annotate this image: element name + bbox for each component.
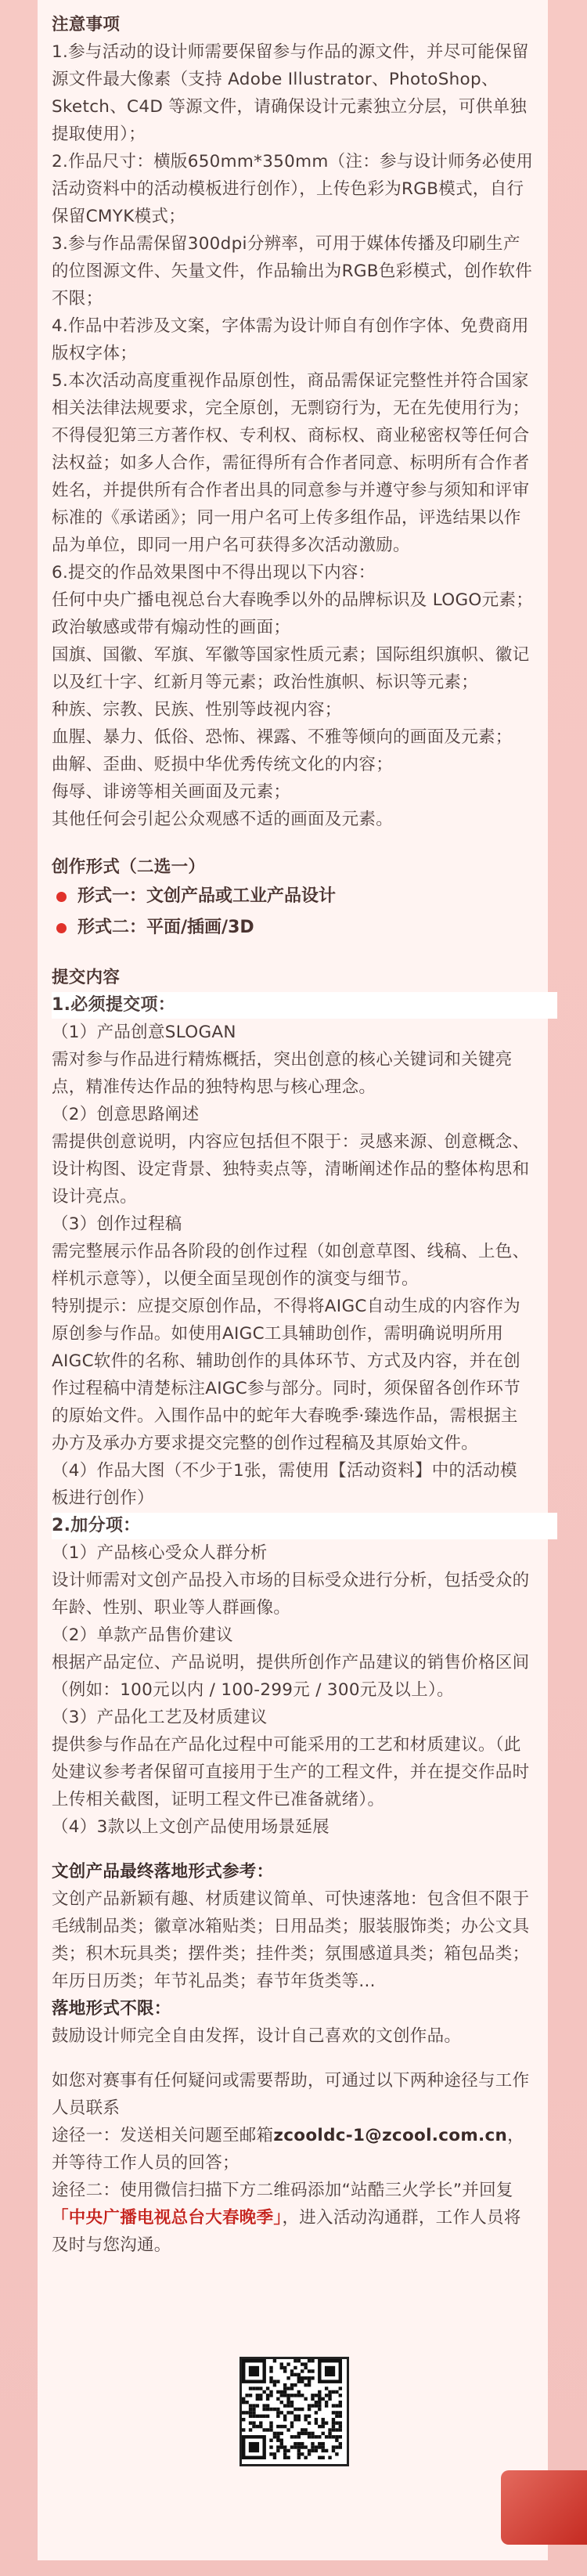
way1-suffix: ，并等待工作人员的回答；	[52, 2126, 524, 2173]
bonus-item: （4）3款以上文创产品使用场景延展	[52, 1817, 330, 1837]
notice-paragraph: 血腥、暴力、低俗、恐怖、裸露、不雅等倾向的画面及元素；	[52, 727, 513, 747]
required-item: 需完整展示作品各阶段的创作过程（如创意草图、线稿、上色、样机示意等），以便全面呈现创作的演变与细节。	[52, 1242, 530, 1289]
notice-paragraph: 2.作品尺寸：横版650mm*350mm（注：参与设计师务必使用活动资料中的活动模板进行创作），上传色彩为RGB模式，自行保留CMYK模式；	[52, 152, 534, 226]
contact-intro: 如您对赛事有任何疑问或需要帮助，可通过以下两种途径与工作人员联系	[52, 2071, 530, 2118]
wechat-qr-code[interactable]	[239, 2357, 349, 2466]
notice-paragraph: 5.本次活动高度重视作品原创性，商品需保证完整性并符合国家相关法律法规要求，完全原创，无剽窃行为，无在先使用行为；不得侵犯第三方著作权、专利权、商标权、商业秘密权等任何合法权益；如多人合作，需征得所有合作者同意、标明所有合作者姓名，并提供所有合作者出具的同意参与并遵守参与须知和评审标准的《承诺函》；同一用户名可上传多组作品，评选结果以作品为单位，即同一用户名可获得多次活动激励。	[52, 371, 530, 555]
notice-paragraph: 其他任何会引起公众观感不适的画面及元素。	[52, 810, 394, 829]
plane-text: 鼓励设计师完全自由发挥，设计自己喜欢的文创作品。	[52, 2026, 462, 2046]
notice-paragraph: 曲解、歪曲、贬损中华优秀传统文化的内容；	[52, 755, 394, 774]
reply-keyword: 「中央广播电视总台大春晚季」	[52, 2208, 283, 2228]
section-title-form: 创作形式（二选一）	[52, 857, 206, 877]
required-item: （2）创意思路阐述	[52, 1105, 200, 1124]
required-item: 需提供创意说明，内容应包括但不限于：灵感来源、创意概念、设计构图、设定背景、独特卖点等，清晰阐述作品的整体构思和设计亮点。	[52, 1132, 530, 1207]
required-item: （4）作品大图（不少于1张，需使用【活动资料】中的活动模板进行创作）	[52, 1461, 517, 1508]
form-option	[52, 881, 534, 912]
bonus-item: （3）产品化工艺及材质建议	[52, 1708, 268, 1727]
required-label: 1.必须提交项：	[52, 992, 557, 1019]
bullet-dot-icon	[56, 892, 67, 902]
required-item: （1）产品创意SLOGAN	[52, 1023, 236, 1042]
qr-code-icon	[242, 2359, 342, 2459]
notice-paragraph: 4.作品中若涉及文案，字体需为设计师自有创作字体、免费商用版权字体；	[52, 316, 529, 363]
notice-section	[52, 11, 534, 833]
reference-text: 文创产品新颖有趣、材质建议简单、可快速落地：包含但不限于毛绒制品类；徽章冰箱贴类；日用品类；服装服饰类；办公文具类；积木玩具类；摆件类；挂件类；氛围感道具类；箱包品类；年历日历类；年节礼品类；春节年货类等...	[52, 1889, 530, 1991]
notice-paragraph: 3.参与作品需保留300dpi分辨率，可用于媒体传播及印刷生产的位图源文件、矢量文件，作品输出为RGB色彩模式，创作软件不限；	[52, 234, 533, 308]
contact-email-link[interactable]: zcooldc-1@zcool.com.cn	[273, 2126, 508, 2145]
notice-paragraph: 1.参与活动的设计师需要保留参与作品的源文件，并尽可能保留源文件最大像素（支持 Adobe Illustrator、PhotoShop、Sketch、C4D 等源文件，请确保设计元素独立分层，可供单独提取使用）；	[52, 42, 529, 144]
plane-title: 落地形式不限：	[52, 1999, 171, 2019]
way2-prefix: 途径二：使用微信扫描下方二维码添加“站酷三火学长”并回复	[52, 2181, 513, 2200]
content-card	[38, 0, 548, 2560]
form-option	[52, 912, 534, 943]
submit-section	[52, 964, 534, 1841]
bonus-item: （1）产品核心受众人群分析	[52, 1543, 268, 1563]
required-item: （3）创作过程稿	[52, 1214, 182, 1234]
bonus-label: 2.加分项：	[52, 1513, 557, 1539]
notice-paragraph: 任何中央广播电视总台大春晚季以外的品牌标识及 LOGO元素；	[52, 590, 534, 610]
notice-paragraph: 政治敏感或带有煽动性的画面；	[52, 618, 291, 637]
required-item: 需对参与作品进行精炼概括，突出创意的核心关键词和关键亮点，精准传达作品的独特构思与核心理念。	[52, 1050, 513, 1097]
bonus-item: 提供参与作品在产品化过程中可能采用的工艺和材质建议。（此处建议参考者保留可直接用于生产的工程文件，并在提交作品时上传相关截图，证明工程文件已准备就绪）。	[52, 1735, 530, 1809]
bonus-item: （2）单款产品售价建议	[52, 1625, 233, 1645]
notice-paragraph: 国旗、国徽、军旗、军徽等国家性质元素；国际组织旗帜、徽记以及红十字、红新月等元素；政治性旗帜、标识等元素；	[52, 645, 530, 692]
section-title-submit: 提交内容	[52, 968, 121, 987]
contact-section	[52, 2067, 534, 2259]
way2-suffix: ，进入活动沟通群，工作人员将及时与您沟通。	[52, 2208, 521, 2255]
section-title-notice: 注意事项	[52, 15, 121, 34]
way1-prefix: 途径一：发送相关问题至邮箱	[52, 2126, 274, 2145]
bonus-item: 根据产品定位、产品说明，提供所创作产品建议的销售价格区间（例如：100元以内 / 100-299元 / 300元及以上）。	[52, 1653, 530, 1700]
reference-title: 文创产品最终落地形式参考：	[52, 1862, 274, 1881]
bullet-dot-icon	[56, 923, 67, 933]
form-option-label: 形式一：文创产品或工业产品设计	[77, 886, 337, 906]
contact-way-1	[52, 2122, 534, 2177]
form-option-label: 形式二：平面/插画/3D	[77, 918, 254, 937]
required-item: 特别提示：应提交原创作品，不得将AIGC自动生成的内容作为原创参与作品。如使用AIGC工具辅助创作，需明确说明所用AIGC软件的名称、辅助创作的具体环节、方式及内容，并在创作过程稿中清楚标注AIGC参与部分。同时，须保留各创作环节的原始文件。入围作品中的蛇年大春晚季·臻选作品，需根据主办方及承办方要求提交完整的创作过程稿及其原始文件。	[52, 1297, 520, 1453]
reference-section	[52, 1858, 534, 2050]
notice-paragraph: 6.提交的作品效果图中不得出现以下内容：	[52, 563, 376, 583]
notice-paragraph: 侮辱、诽谤等相关画面及元素；	[52, 782, 291, 802]
contact-way-2	[52, 2177, 534, 2259]
decorative-corner-sticker	[501, 2470, 587, 2545]
form-section	[52, 853, 534, 943]
notice-paragraph: 种族、宗教、民族、性别等歧视内容；	[52, 700, 342, 720]
bonus-item: 设计师需对文创产品投入市场的目标受众进行分析，包括受众的年龄、性别、职业等人群画像。	[52, 1571, 530, 1618]
